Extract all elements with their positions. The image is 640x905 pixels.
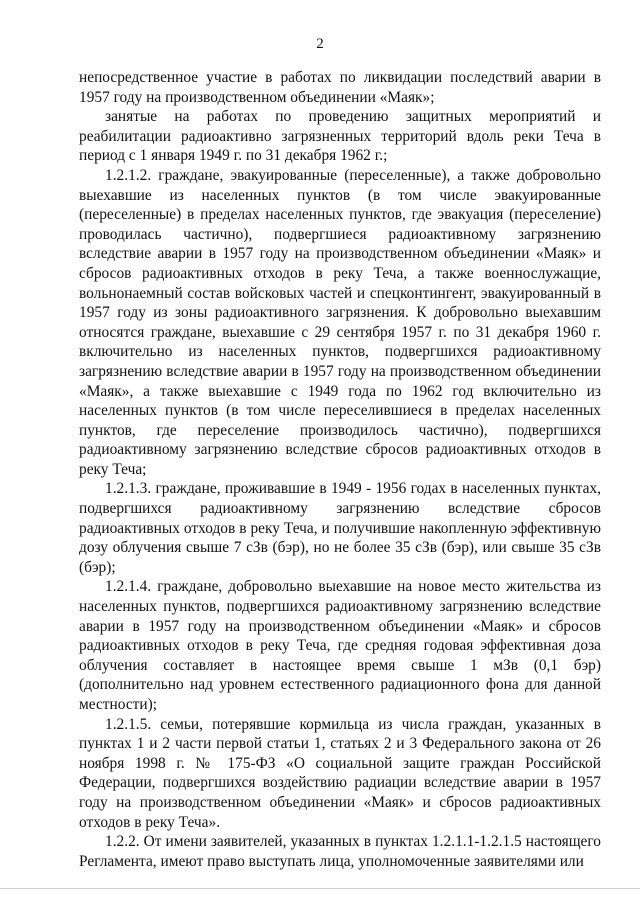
- paragraph-1-2-1-4: 1.2.1.4. граждане, добровольно выехавшие на новое место жительства из населенных пунктов, подвергшихся радиоактивному загрязнению вследствие аварии в 1957 году на производственном объединении «Маяк» и сбросов радиоактивных отходов в реку Теча, где средняя годовая эффективная доза облучения составляет в настоящее время свыше 1 мЗв (0,1 бэр) (дополнительно над уровнем естественного радиационного фона для данной местности);: [79, 578, 601, 713]
- paragraph-continuation: непосредственное участие в работах по ликвидации последствий аварии в 1957 году на производственном объединении «Маяк»;: [79, 69, 601, 106]
- paragraph-1-2-1-5: 1.2.1.5. семьи, потерявшие кормильца из числа граждан, указанных в пунктах 1 и 2 части первой статьи 1, статьях 2 и 3 Федерального закона от 26 ноября 1998 г. № 175-ФЗ «О социальной защите граждан Российской Федерации, подвергшихся воздействию радиации вследствие аварии в 1957 году на производственном объединении «Маяк» и сбросов радиоактивных отходов в реку Теча».: [79, 715, 601, 831]
- page-bottom-divider: [0, 888, 640, 889]
- page-number: 2: [316, 36, 324, 52]
- paragraph-rehabilitation-works: занятые на работах по проведению защитных мероприятий и реабилитации радиоактивно загрязненных территорий вдоль реки Теча в период с 1 января 1949 г. по 31 декабря 1962 г.;: [79, 108, 601, 165]
- paragraph-1-2-1-2: 1.2.1.2. граждане, эвакуированные (переселенные), а также добровольно выехавшие из населенных пунктов (в том числе эвакуированные (переселенные) в пределах населенных пунктов, где эвакуация (переселение) проводилась частично), подвергшиеся радиоактивному загрязнению вследствие аварии в 1957 году на производственном объединении «Маяк» и сбросов радиоактивных отходов в реку Теча, а также военнослужащие, вольнонаемный состав войсковых частей и спецконтингент, эвакуированный в 1957 году из зоны радиоактивного загрязнения. К добровольно выехавшим относятся граждане, выехавшие с 29 сентября 1957 г. по 31 декабря 1960 г. включительно из населенных пунктов, подвергшихся радиоактивному загрязнению вследствие аварии в 1957 году на производственном объединении «Маяк», а также выехавшие с 1949 года по 1962 год включительно из населенных пунктов (в том числе переселившиеся в пределах населенных пунктов, где переселение производилось частично), подвергшихся радиоактивному загрязнению вследствие сбросов радиоактивных отходов в реку Теча;: [79, 166, 601, 478]
- paragraph-1-2-2: 1.2.2. От имени заявителей, указанных в пунктах 1.2.1.1-1.2.1.5 настоящего Регламента, имеют право выступать лица, уполномоченные заявителями или: [79, 833, 601, 870]
- document-body: [79, 68, 601, 871]
- paragraph-1-2-1-3: 1.2.1.3. граждане, проживавшие в 1949 - 1956 годах в населенных пунктах, подвергшихся радиоактивному загрязнению вследствие сбросов радиоактивных отходов в реку Теча, и получившие накопленную эффективную дозу облучения свыше 7 сЗв (бэр), но не более 35 сЗв (бэр), или свыше 35 сЗв (бэр);: [79, 480, 601, 576]
